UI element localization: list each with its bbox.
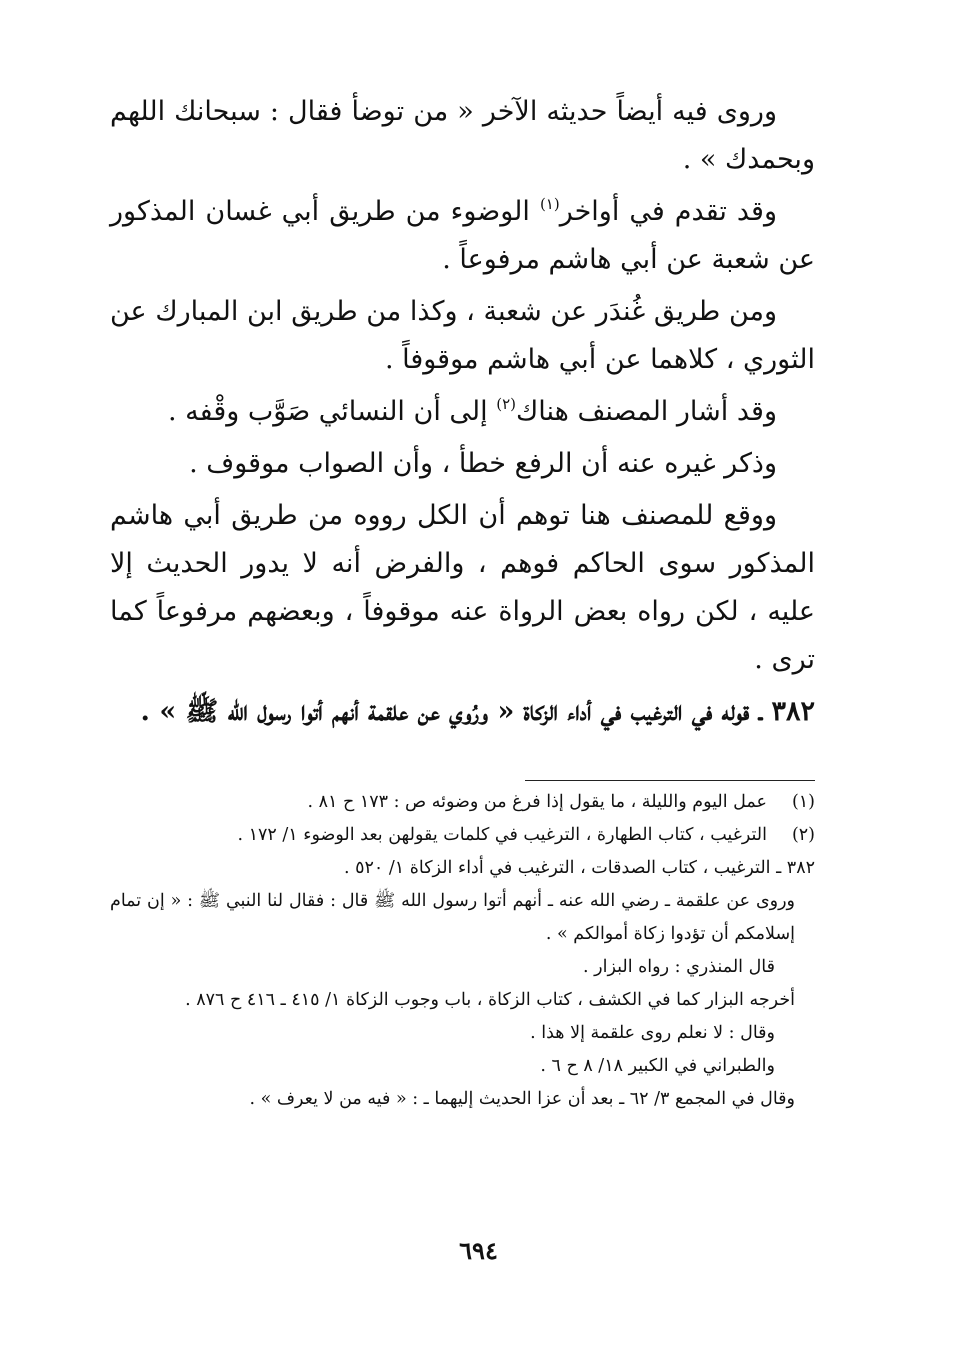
- footnote-ref-1: (١): [539, 195, 560, 213]
- footnote-ref-2: (٢): [496, 395, 517, 413]
- footnote-number: (٢): [791, 825, 815, 845]
- paragraph-text: الوضوء من طريق أبي غسان المذكور عن شعبة عن أبي هاشم مرفوعاً .: [110, 196, 815, 275]
- paragraph-text: وقد تقدم في أواخر: [559, 196, 777, 227]
- paragraph-text: وذكر غيره عنه أن الرفع خطأ ، وأن الصواب موقوف .: [189, 448, 777, 479]
- note-line: وقال : لا نعلم روى علقمة إلا هذا .: [530, 1023, 775, 1043]
- footnotes-block: [110, 786, 815, 1116]
- paragraph-2: [110, 188, 815, 284]
- paragraph-1: [110, 88, 815, 184]
- note-line: وقال في المجمع ٣/ ٦٢ ـ بعد أن عزا الحديث إليهما ـ : « فيه من لا يعرف » .: [249, 1089, 795, 1109]
- note-line: أخرجه البزار كما في الكشف ، كتاب الزكاة ، باب وجوب الزكاة ١/ ٤١٥ ـ ٤١٦ ح ٨٧٦ .: [185, 990, 795, 1010]
- paragraph-text: ومن طريق غُندَر عن شعبة ، وكذا من طريق ابن المبارك عن الثوري ، كلاهما عن أبي هاشم موقوفاً .: [110, 296, 815, 375]
- paragraph-text: ووقع للمصنف هنا توهم أن الكل رووه من طريق أبي هاشم المذكور سوى الحاكم فوهم ، والفرض أنه لا يدور الحديث إلا عليه ، لكن رواه بعض الرواة عنه موقوفاً ، وبعضهم مرفوعاً كما ترى .: [110, 500, 815, 675]
- note-line: والطبراني في الكبير ١٨/ ٨ ح ٦ .: [540, 1056, 775, 1076]
- paragraph-6: [110, 492, 815, 684]
- paragraph-text: وروى فيه أيضاً حديثه الآخر « من توضأ فقال : سبحانك اللهم وبحمدك » .: [110, 96, 815, 175]
- note-line: وروى عن علقمة ـ رضي الله عنه ـ أنهم أتوا رسول الله ﷺ قال : فقال لنا النبي ﷺ : « إن تمام إسلامكم أن تؤدوا زكاة أموالكم » .: [110, 891, 795, 944]
- note-line: ٣٨٢ ـ الترغيب ، كتاب الصدقات ، الترغيب في أداء الزكاة ١/ ٥٢٠ .: [343, 858, 815, 878]
- main-text: [110, 88, 815, 740]
- footnote-2: [110, 819, 815, 852]
- footnote-text: الترغيب ، كتاب الطهارة ، الترغيب في كلمات يقولهن بعد الوضوء ١/ ١٧٢ .: [237, 825, 767, 845]
- footnote-1: [110, 786, 815, 819]
- paragraph-5: [110, 440, 815, 488]
- paragraph-3: [110, 288, 815, 384]
- note-line: قال المنذري : رواه البزار .: [583, 957, 775, 977]
- paragraph-text: إلى أن النسائي صَوَّب وقْفه .: [168, 396, 497, 427]
- section-heading-382: [110, 688, 815, 736]
- footnote-number: (١): [791, 792, 815, 812]
- paragraph-4: [110, 388, 815, 436]
- paragraph-text: ٣٨٢ ـ قوله في الترغيب في أداء الزكاة « ورُوي عن علقمة أنهم أتوا رسول الله ﷺ » .: [140, 696, 815, 727]
- page-number: ٦٩٤: [459, 1236, 498, 1265]
- footnote-text: عمل اليوم والليلة ، ما يقول إذا فرغ من وضوئه ص : ١٧٣ ح ٨١ .: [307, 792, 767, 812]
- footnote-divider: [525, 780, 815, 781]
- paragraph-text: وقد أشار المصنف هناك: [516, 396, 777, 427]
